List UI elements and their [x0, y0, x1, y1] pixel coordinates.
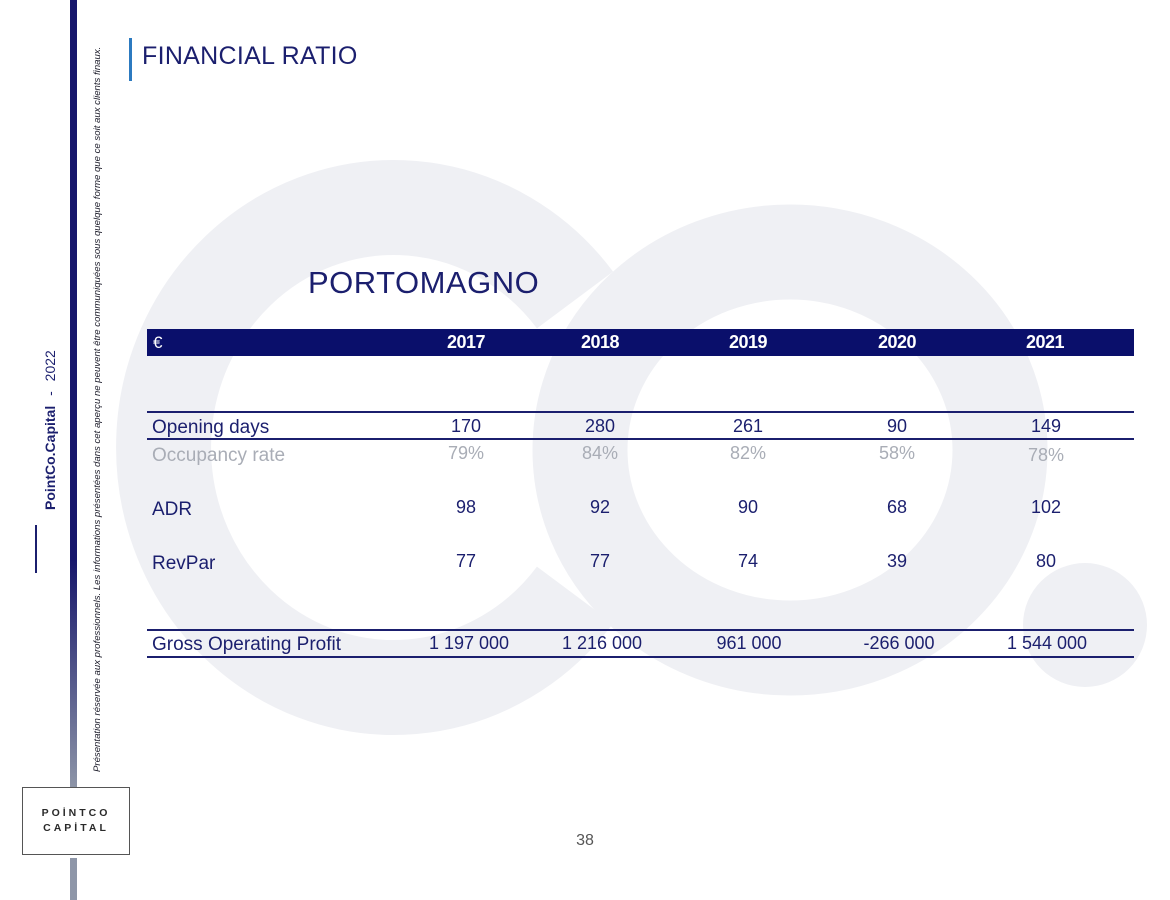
- table-cell: 261: [732, 416, 764, 436]
- table-cell: 80: [1035, 551, 1057, 571]
- left-accent-bar-bottom: [70, 858, 77, 900]
- table-rule: [147, 629, 1134, 631]
- left-accent-bar-fade: [70, 560, 77, 790]
- section-title: PORTOMAGNO: [308, 265, 540, 300]
- page-number: 38: [576, 832, 594, 849]
- table-cell: 961 000: [716, 633, 782, 653]
- row-label: ADR: [152, 499, 193, 520]
- page-title: FINANCIAL RATIO: [142, 42, 358, 70]
- year-header: 2021: [1025, 332, 1065, 352]
- table-cell: 77: [589, 551, 611, 571]
- logo-line-2: CAPİTAL: [43, 822, 109, 834]
- title-accent-rule: [129, 38, 132, 81]
- table-cell: 79%: [447, 443, 485, 463]
- logo-line-1: POİNTCO: [41, 807, 111, 819]
- table-cell: 92: [589, 497, 611, 517]
- table-cell: 102: [1030, 497, 1062, 517]
- table-cell: 68: [886, 497, 908, 517]
- year-header: 2020: [877, 332, 917, 352]
- table-cell: 170: [450, 416, 482, 436]
- table-cell: 98: [455, 497, 477, 517]
- brand-divider: [35, 525, 37, 573]
- table-header-row: [147, 329, 1134, 356]
- brand-separator: -: [42, 391, 58, 396]
- table-cell: 149: [1030, 416, 1062, 436]
- currency-header: €: [153, 333, 162, 352]
- brand-year: 2022: [42, 350, 58, 382]
- year-header: 2019: [728, 332, 768, 352]
- table-cell: 58%: [878, 443, 916, 463]
- row-label: Gross Operating Profit: [152, 634, 342, 655]
- table-cell: 1 544 000: [1006, 633, 1088, 653]
- table-cell: 1 216 000: [561, 633, 643, 653]
- table-rule: [147, 656, 1134, 658]
- row-label: Opening days: [152, 417, 270, 438]
- year-header: 2018: [580, 332, 620, 352]
- table-cell: 78%: [1027, 445, 1065, 465]
- table-cell: 74: [737, 551, 759, 571]
- brand-vertical: [42, 350, 58, 510]
- table-cell: 90: [886, 416, 908, 436]
- table-cell: 84%: [581, 443, 619, 463]
- table-rule: [147, 438, 1134, 440]
- table-cell: 82%: [729, 443, 767, 463]
- table-cell: -266 000: [863, 633, 935, 653]
- table-cell: 90: [737, 497, 759, 517]
- table-rule: [147, 411, 1134, 413]
- table-cell: 77: [455, 551, 477, 571]
- table-cell: 1 197 000: [428, 633, 510, 653]
- disclaimer-text: Présentation réservée aux professionnels. Les informations présentées dans cet aperçu ne peuvent être communiquées sous quelque forme que ce soit aux clients finaux.: [92, 46, 103, 772]
- year-header: 2017: [446, 332, 486, 352]
- table-cell: 280: [584, 416, 616, 436]
- table-cell: 39: [886, 551, 908, 571]
- row-label: Occupancy rate: [152, 445, 286, 466]
- row-label: RevPar: [152, 553, 216, 574]
- brand-name: PointCo.Capital: [42, 405, 58, 510]
